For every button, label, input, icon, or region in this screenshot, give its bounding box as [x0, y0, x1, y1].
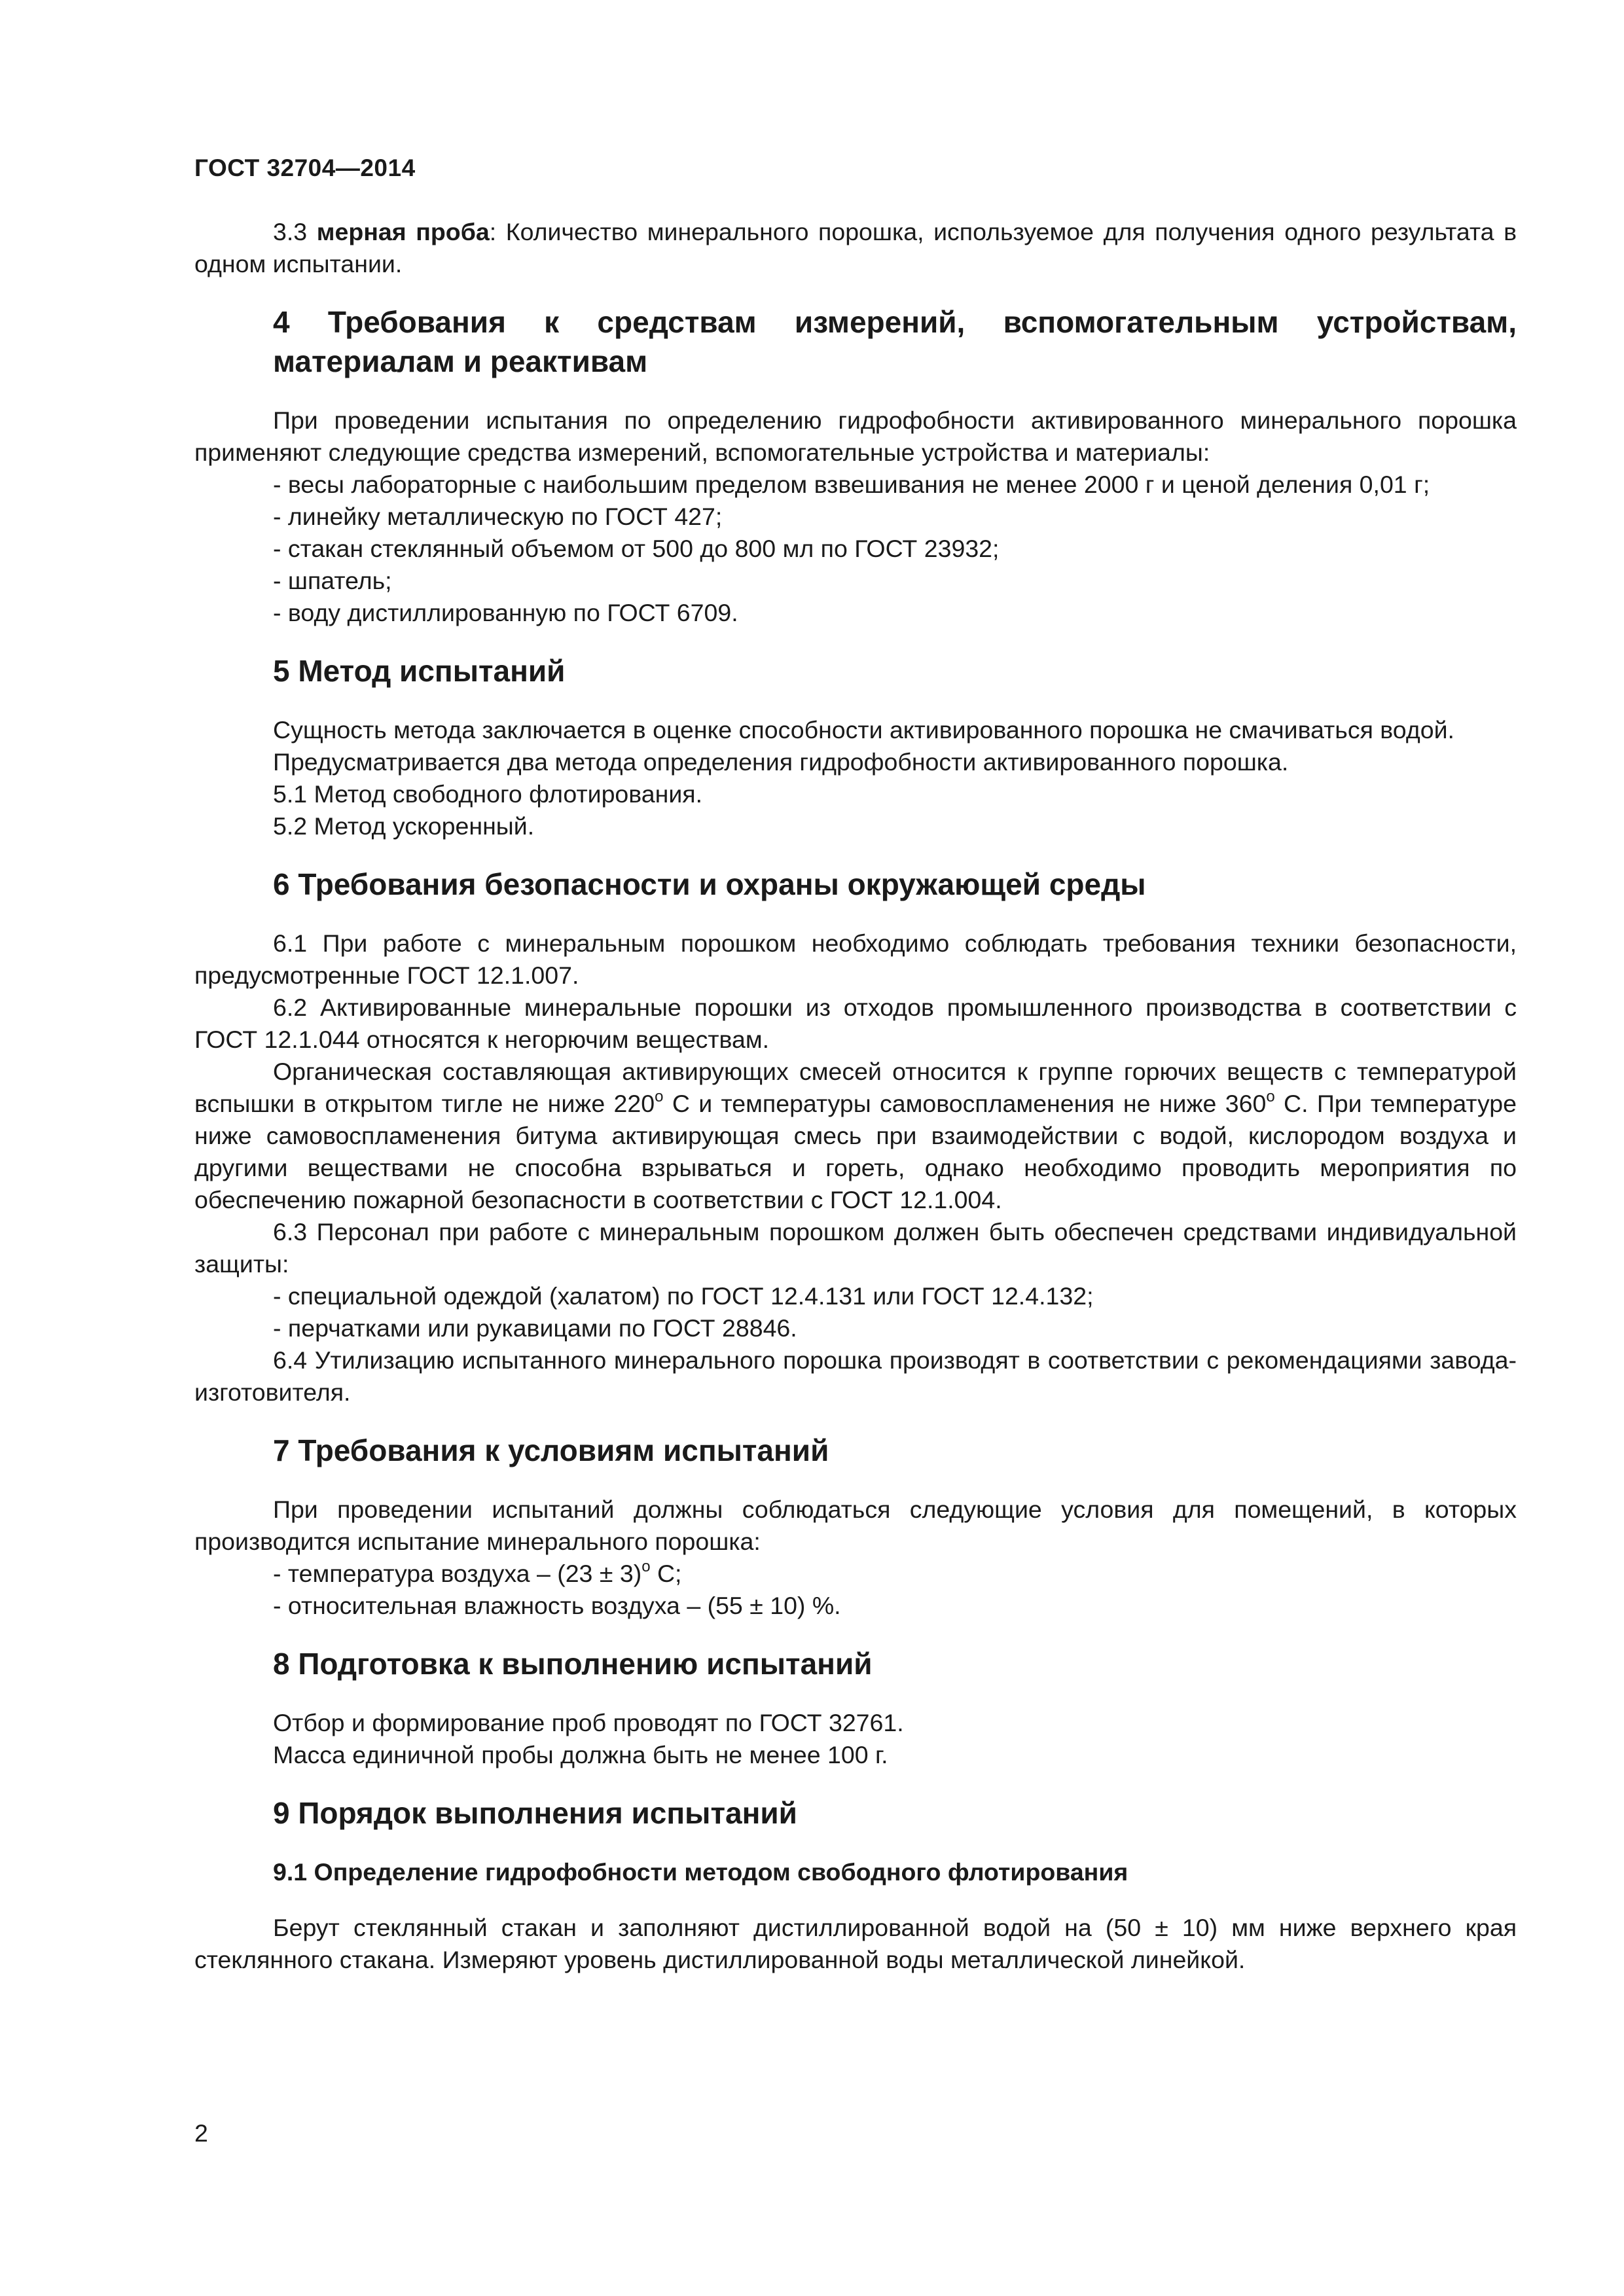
paragraph-fire-safety: Органическая составляющая активирующих смесей относится к группе горючих веществ с температурой вспышки в открытом тигле не ниже 220$^o$ С и температуры самовоспламенения не ниже 360$^o$ С. При температуре ниже самовоспламенения битума активирующая смесь при взаимодействии с водой, кислородом воздуха и другими веществами не способна взрываться и гореть, однако необходимо проводить мероприятия по обеспечению пожарной безопасности в соответствии с ГОСТ 12.1.004. [194, 1058, 1517, 1213]
subsection-9-1-heading: 9.1 Определение гидрофобности методом свободного флотирования [273, 1858, 1128, 1886]
list-item: - стакан стеклянный объемом от 500 до 800 мл по ГОСТ 23932; [273, 535, 1000, 562]
list-item: - весы лабораторные с наибольшим пределом взвешивания не менее 2000 г и ценой деления 0,01 г; [273, 471, 1430, 498]
list-item: - линейку металлическую по ГОСТ 427; [273, 503, 723, 530]
paragraph: 5.2 Метод ускоренный. [273, 812, 535, 840]
paragraph: Отбор и формирование проб проводят по ГОСТ 32761. [273, 1709, 904, 1736]
section-7-intro: При проведении испытаний должны соблюдаться следующие условия для помещений, в которых производится испытание минерального порошка: [194, 1496, 1517, 1555]
paragraph: 5.1 Метод свободного флотирования. [273, 780, 703, 808]
paragraph: Предусматривается два метода определения гидрофобности активированного порошка. [273, 748, 1289, 776]
list-item: - температура воздуха – $(23 \pm 3)^o$ С; [273, 1558, 682, 1587]
paragraph: Берут стеклянный стакан и заполняют дистиллированной водой на (50 ± 10) мм ниже верхнего края стеклянного стакана. Измеряют уровень дистиллированной воды металлической линейкой. [194, 1914, 1517, 1973]
document-body [194, 216, 1517, 1976]
term-number: 3.3 [273, 218, 308, 245]
page-number: 2 [194, 2119, 208, 2147]
list-item: - шпатель; [273, 567, 392, 594]
section-8-heading: 8 Подготовка к выполнению испытаний [273, 1647, 873, 1681]
section-9-heading: 9 Порядок выполнения испытаний [273, 1796, 797, 1830]
term-text: : Количество минерального порошка, используемое для получения одного результата в одном испытании. [194, 218, 1517, 278]
paragraph: Сущность метода заключается в оценке способности активированного порошка не смачиваться водой. [273, 716, 1454, 744]
term-definition [194, 216, 1517, 280]
list-item: - воду дистиллированную по ГОСТ 6709. [273, 599, 738, 626]
list-item: - относительная влажность воздуха – (55 ± 10) %. [273, 1592, 841, 1619]
paragraph: Масса единичной пробы должна быть не менее 100 г. [273, 1741, 888, 1768]
section-6-heading: 6 Требования безопасности и охраны окружающей среды [273, 867, 1146, 901]
section-7-heading: 7 Требования к условиям испытаний [273, 1433, 829, 1467]
list-item: - перчатками или рукавицами по ГОСТ 28846. [273, 1314, 797, 1342]
paragraph: 6.3 Персонал при работе с минеральным порошком должен быть обеспечен средствами индивидуальной защиты: [194, 1218, 1517, 1278]
paragraph: 6.4 Утилизацию испытанного минерального порошка производят в соответствии с рекомендациями завода-изготовителя. [194, 1346, 1517, 1406]
section-5-heading: 5 Метод испытаний [273, 654, 566, 688]
paragraph: 6.2 Активированные минеральные порошки из отходов промышленного производства в соответствии с ГОСТ 12.1.044 относятся к негорючим веществам. [194, 994, 1517, 1053]
paragraph: 6.1 При работе с минеральным порошком необходимо соблюдать требования техники безопасности, предусмотренные ГОСТ 12.1.007. [194, 929, 1517, 989]
term-name: мерная проба [316, 218, 490, 245]
section-4-heading: 4 Требования к средствам измерений, вспомогательным устройствам, материалам и реактивам [273, 305, 1517, 378]
list-item: - специальной одеждой (халатом) по ГОСТ 12.4.131 или ГОСТ 12.4.132; [273, 1282, 1094, 1310]
section-4-intro: При проведении испытания по определению гидрофобности активированного минерального порошка применяют следующие средства измерений, вспомогательные устройства и материалы: [194, 406, 1517, 466]
document-code: ГОСТ 32704—2014 [194, 154, 416, 181]
